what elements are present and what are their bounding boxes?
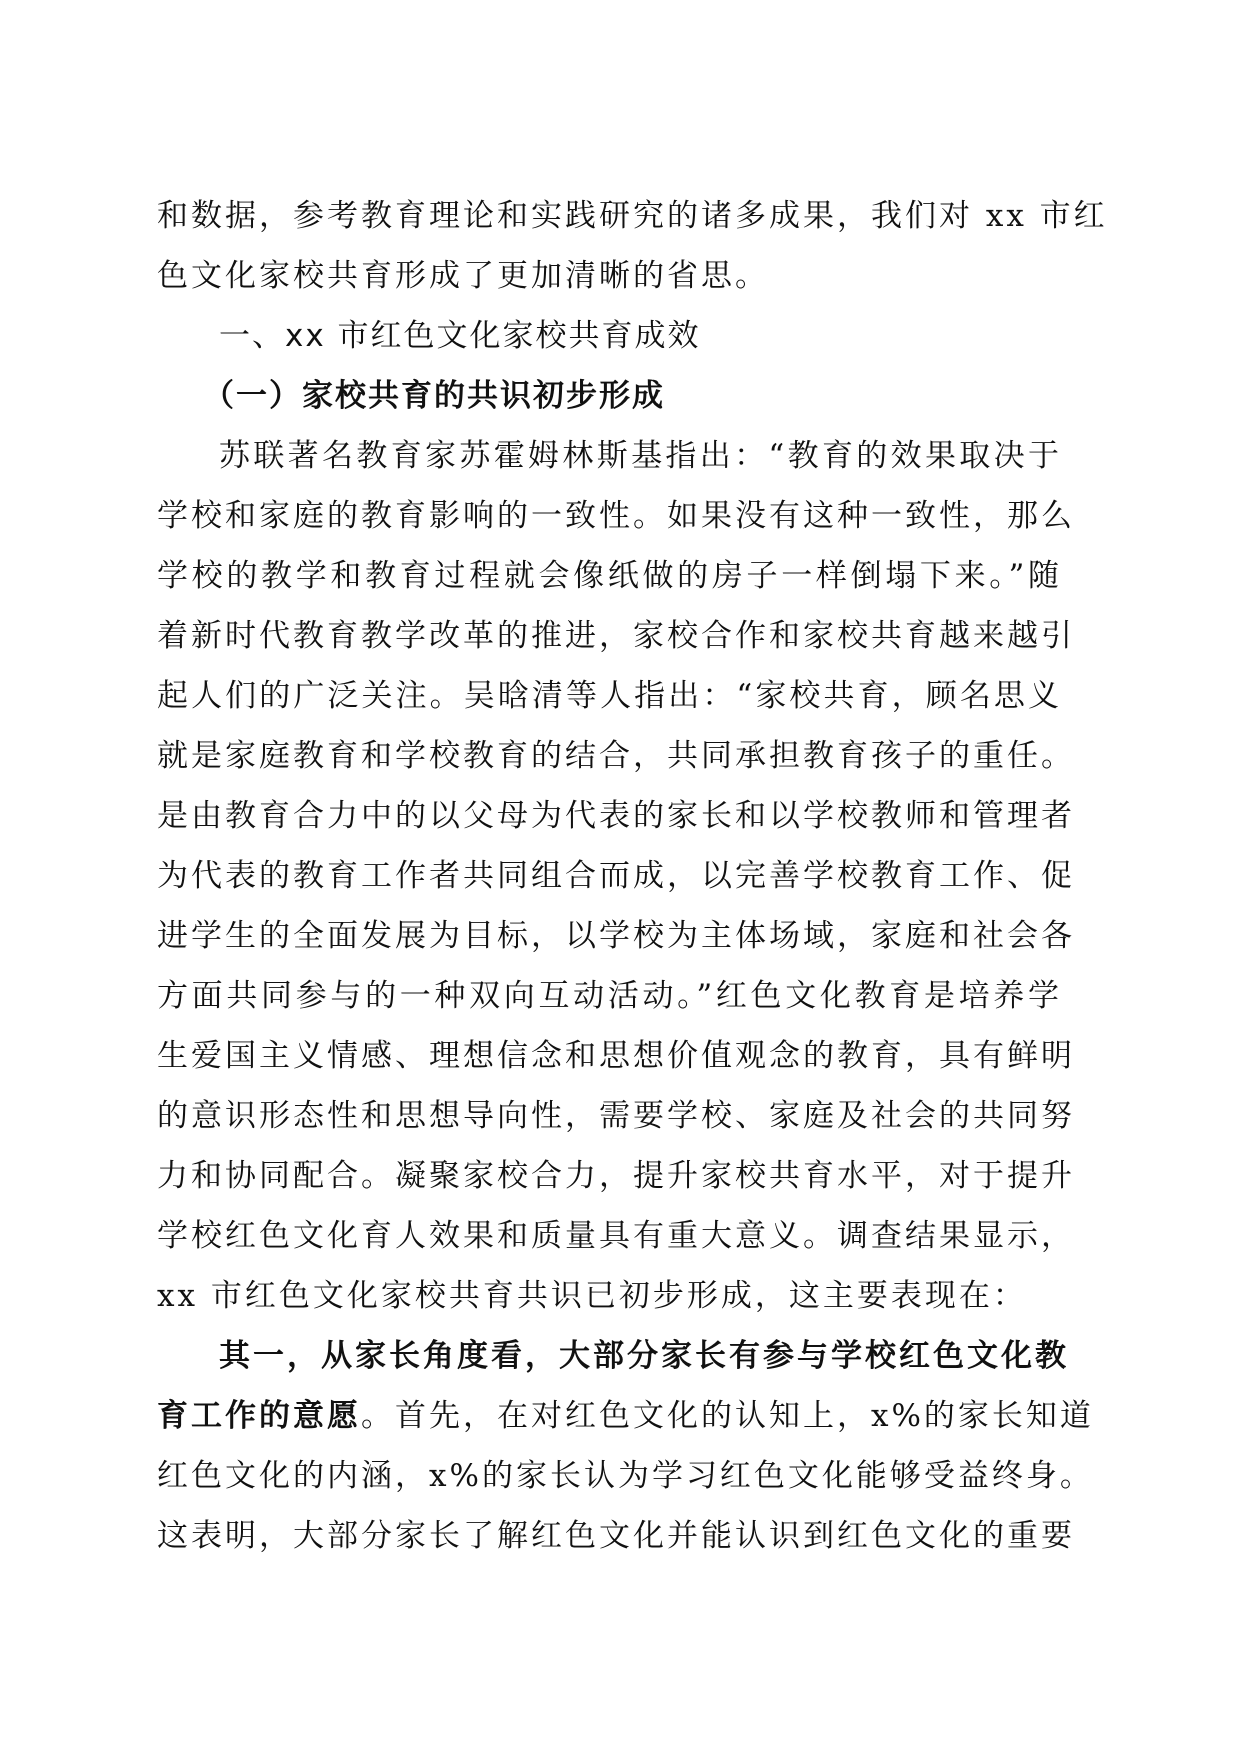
paragraph-line: 就是家庭教育和学校教育的结合，共同承担教育孩子的重任。	[157, 738, 1075, 774]
document-body	[157, 186, 1108, 1566]
intro-line: 和数据，参考教育理论和实践研究的诸多成果，我们对 xx 市红	[157, 198, 1108, 234]
paragraph-line: 学校红色文化育人效果和质量具有重大意义。调查结果显示，	[157, 1218, 1075, 1254]
paragraph-line: 起人们的广泛关注。吴晗清等人指出：“家校共育，顾名思义	[157, 678, 1062, 714]
paragraph-line: 进学生的全面发展为目标，以学校为主体场域，家庭和社会各	[157, 918, 1075, 954]
paragraph-line: 学校的教学和教育过程就会像纸做的房子一样倒塌下来。”随	[157, 558, 1062, 594]
paragraph-line: 苏联著名教育家苏霍姆林斯基指出：“教育的效果取决于	[219, 438, 1062, 474]
bold-phrase: 育工作的意愿	[157, 1398, 361, 1434]
paragraph-line: 这表明，大部分家长了解红色文化并能认识到红色文化的重要	[157, 1518, 1075, 1554]
paragraph-line: 是由教育合力中的以父母为代表的家长和以学校教师和管理者	[157, 798, 1075, 834]
paragraph-line: 红色文化的内涵，x%的家长认为学习红色文化能够受益终身。	[157, 1458, 1094, 1494]
paragraph-mixed-line	[157, 1386, 1094, 1446]
paragraph-text: 。首先，在对红色文化的认知上，x%的家长知道	[361, 1398, 1094, 1434]
intro-line: 色文化家校共育形成了更加清晰的省思。	[157, 258, 769, 294]
paragraph-line: 学校和家庭的教育影响的一致性。如果没有这种一致性，那么	[157, 498, 1075, 534]
paragraph-bold-line: 其一，从家长角度看，大部分家长有参与学校红色文化教	[219, 1338, 1069, 1374]
subsection-heading: （一）家校共育的共识初步形成	[203, 378, 665, 414]
paragraph-line: 生爱国主义情感、理想信念和思想价值观念的教育，具有鲜明	[157, 1038, 1075, 1074]
paragraph-line: 方面共同参与的一种双向互动活动。”红色文化教育是培养学	[157, 978, 1062, 1014]
paragraph-line: 的意识形态性和思想导向性，需要学校、家庭及社会的共同努	[157, 1098, 1075, 1134]
paragraph-line: 力和协同配合。凝聚家校合力，提升家校共育水平，对于提升	[157, 1158, 1075, 1194]
paragraph-line: 着新时代教育教学改革的推进，家校合作和家校共育越来越引	[157, 618, 1075, 654]
paragraph-line: 为代表的教育工作者共同组合而成，以完善学校教育工作、促	[157, 858, 1075, 894]
section-heading: 一、xx 市红色文化家校共育成效	[219, 318, 701, 354]
paragraph-line: xx 市红色文化家校共育共识已初步形成，这主要表现在：	[157, 1278, 1027, 1314]
